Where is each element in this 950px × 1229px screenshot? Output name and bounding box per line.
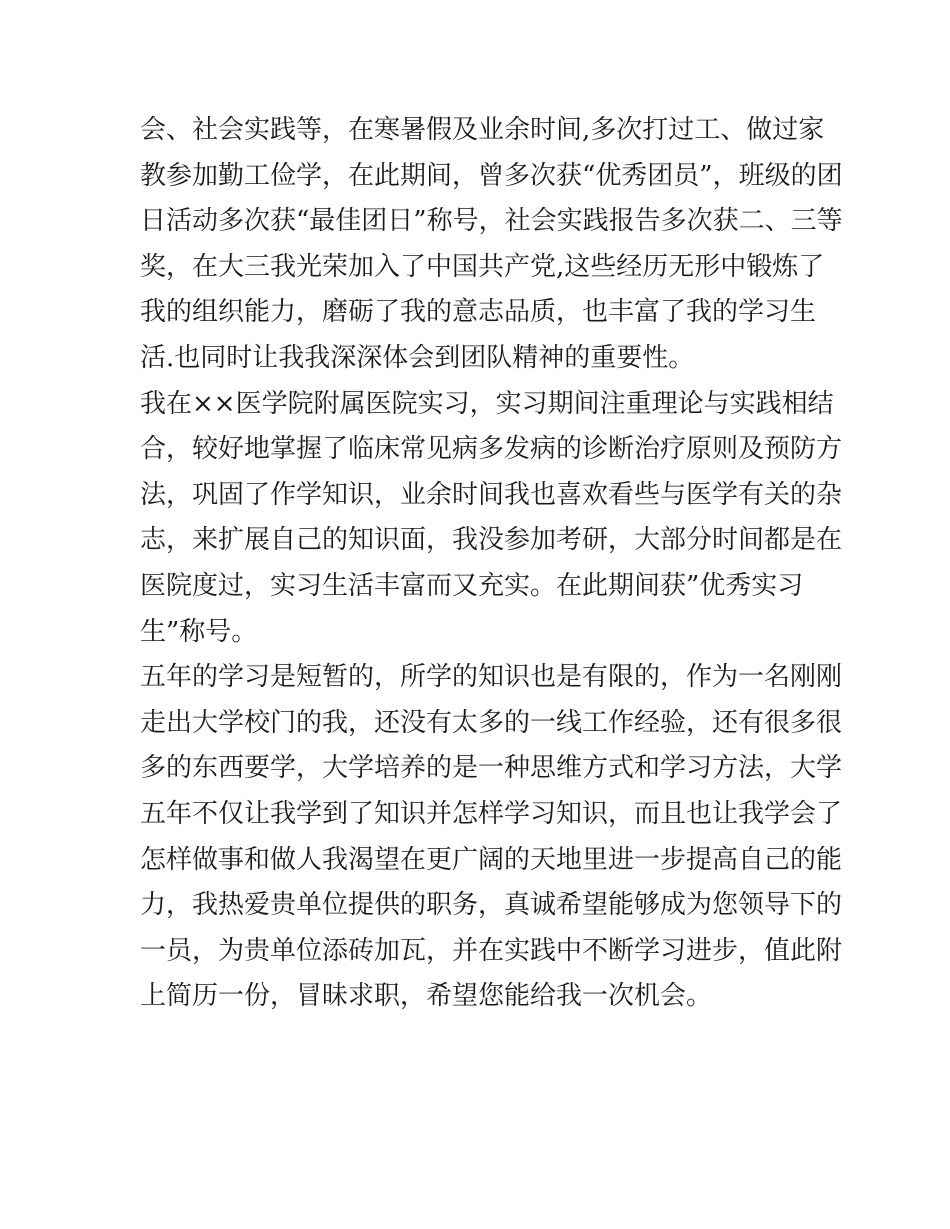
text-line: 上简历一份，冒昧求职，希望您能给我一次机会。 bbox=[140, 981, 713, 1012]
text-line: 生”称号。 bbox=[140, 616, 258, 647]
text-line: 奖，在大三我光荣加入了中国共产党,这些经历无形中锻炼了 bbox=[140, 251, 825, 282]
text-line: 活.也同时让我我深深体会到团队精神的重要性。 bbox=[140, 342, 695, 373]
text-line: 教参加勤工俭学，在此期间，曾多次获“优秀团员”，班级的团 bbox=[140, 160, 843, 191]
text-line: 五年不仅让我学到了知识并怎样学习知识，而且也让我学会了 bbox=[140, 798, 843, 829]
body-text bbox=[140, 108, 843, 1020]
text-line: 志，来扩展自己的知识面，我没参加考研，大部分时间都是在 bbox=[140, 525, 843, 556]
text-line: 法，巩固了作学知识，业余时间我也喜欢看些与医学有关的杂 bbox=[140, 479, 843, 510]
text-line: 我的组织能力，磨砺了我的意志品质，也丰富了我的学习生 bbox=[140, 297, 817, 328]
text-line: 我在××医学院附属医院实习，实习期间注重理论与实践相结 bbox=[140, 388, 834, 419]
text-line: 会、社会实践等，在寒暑假及业余时间,多次打过工、做过家 bbox=[140, 115, 825, 145]
text-line: 怎样做事和做人我渴望在更广阔的天地里进一步提高自己的能 bbox=[140, 844, 843, 875]
text-line: 一员，为贵单位添砖加瓦，并在实践中不断学习进步，值此附 bbox=[140, 935, 843, 966]
text-line: 日活动多次获“最佳团日”称号，社会实践报告多次获二、三等 bbox=[140, 206, 843, 237]
text-line: 五年的学习是短暂的，所学的知识也是有限的，作为一名刚刚 bbox=[140, 662, 843, 693]
text-line: 合，较好地掌握了临床常见病多发病的诊断治疗原则及预防方 bbox=[140, 434, 843, 465]
text-line: 力，我热爱贵单位提供的职务，真诚希望能够成为您领导下的 bbox=[140, 890, 843, 921]
text-line: 医院度过，实习生活丰富而又充实。在此期间获”优秀实习 bbox=[140, 570, 804, 601]
text-line: 多的东西要学，大学培养的是一种思维方式和学习方法，大学 bbox=[140, 753, 843, 784]
text-line: 走出大学校门的我，还没有太多的一线工作经验，还有很多很 bbox=[140, 707, 843, 738]
